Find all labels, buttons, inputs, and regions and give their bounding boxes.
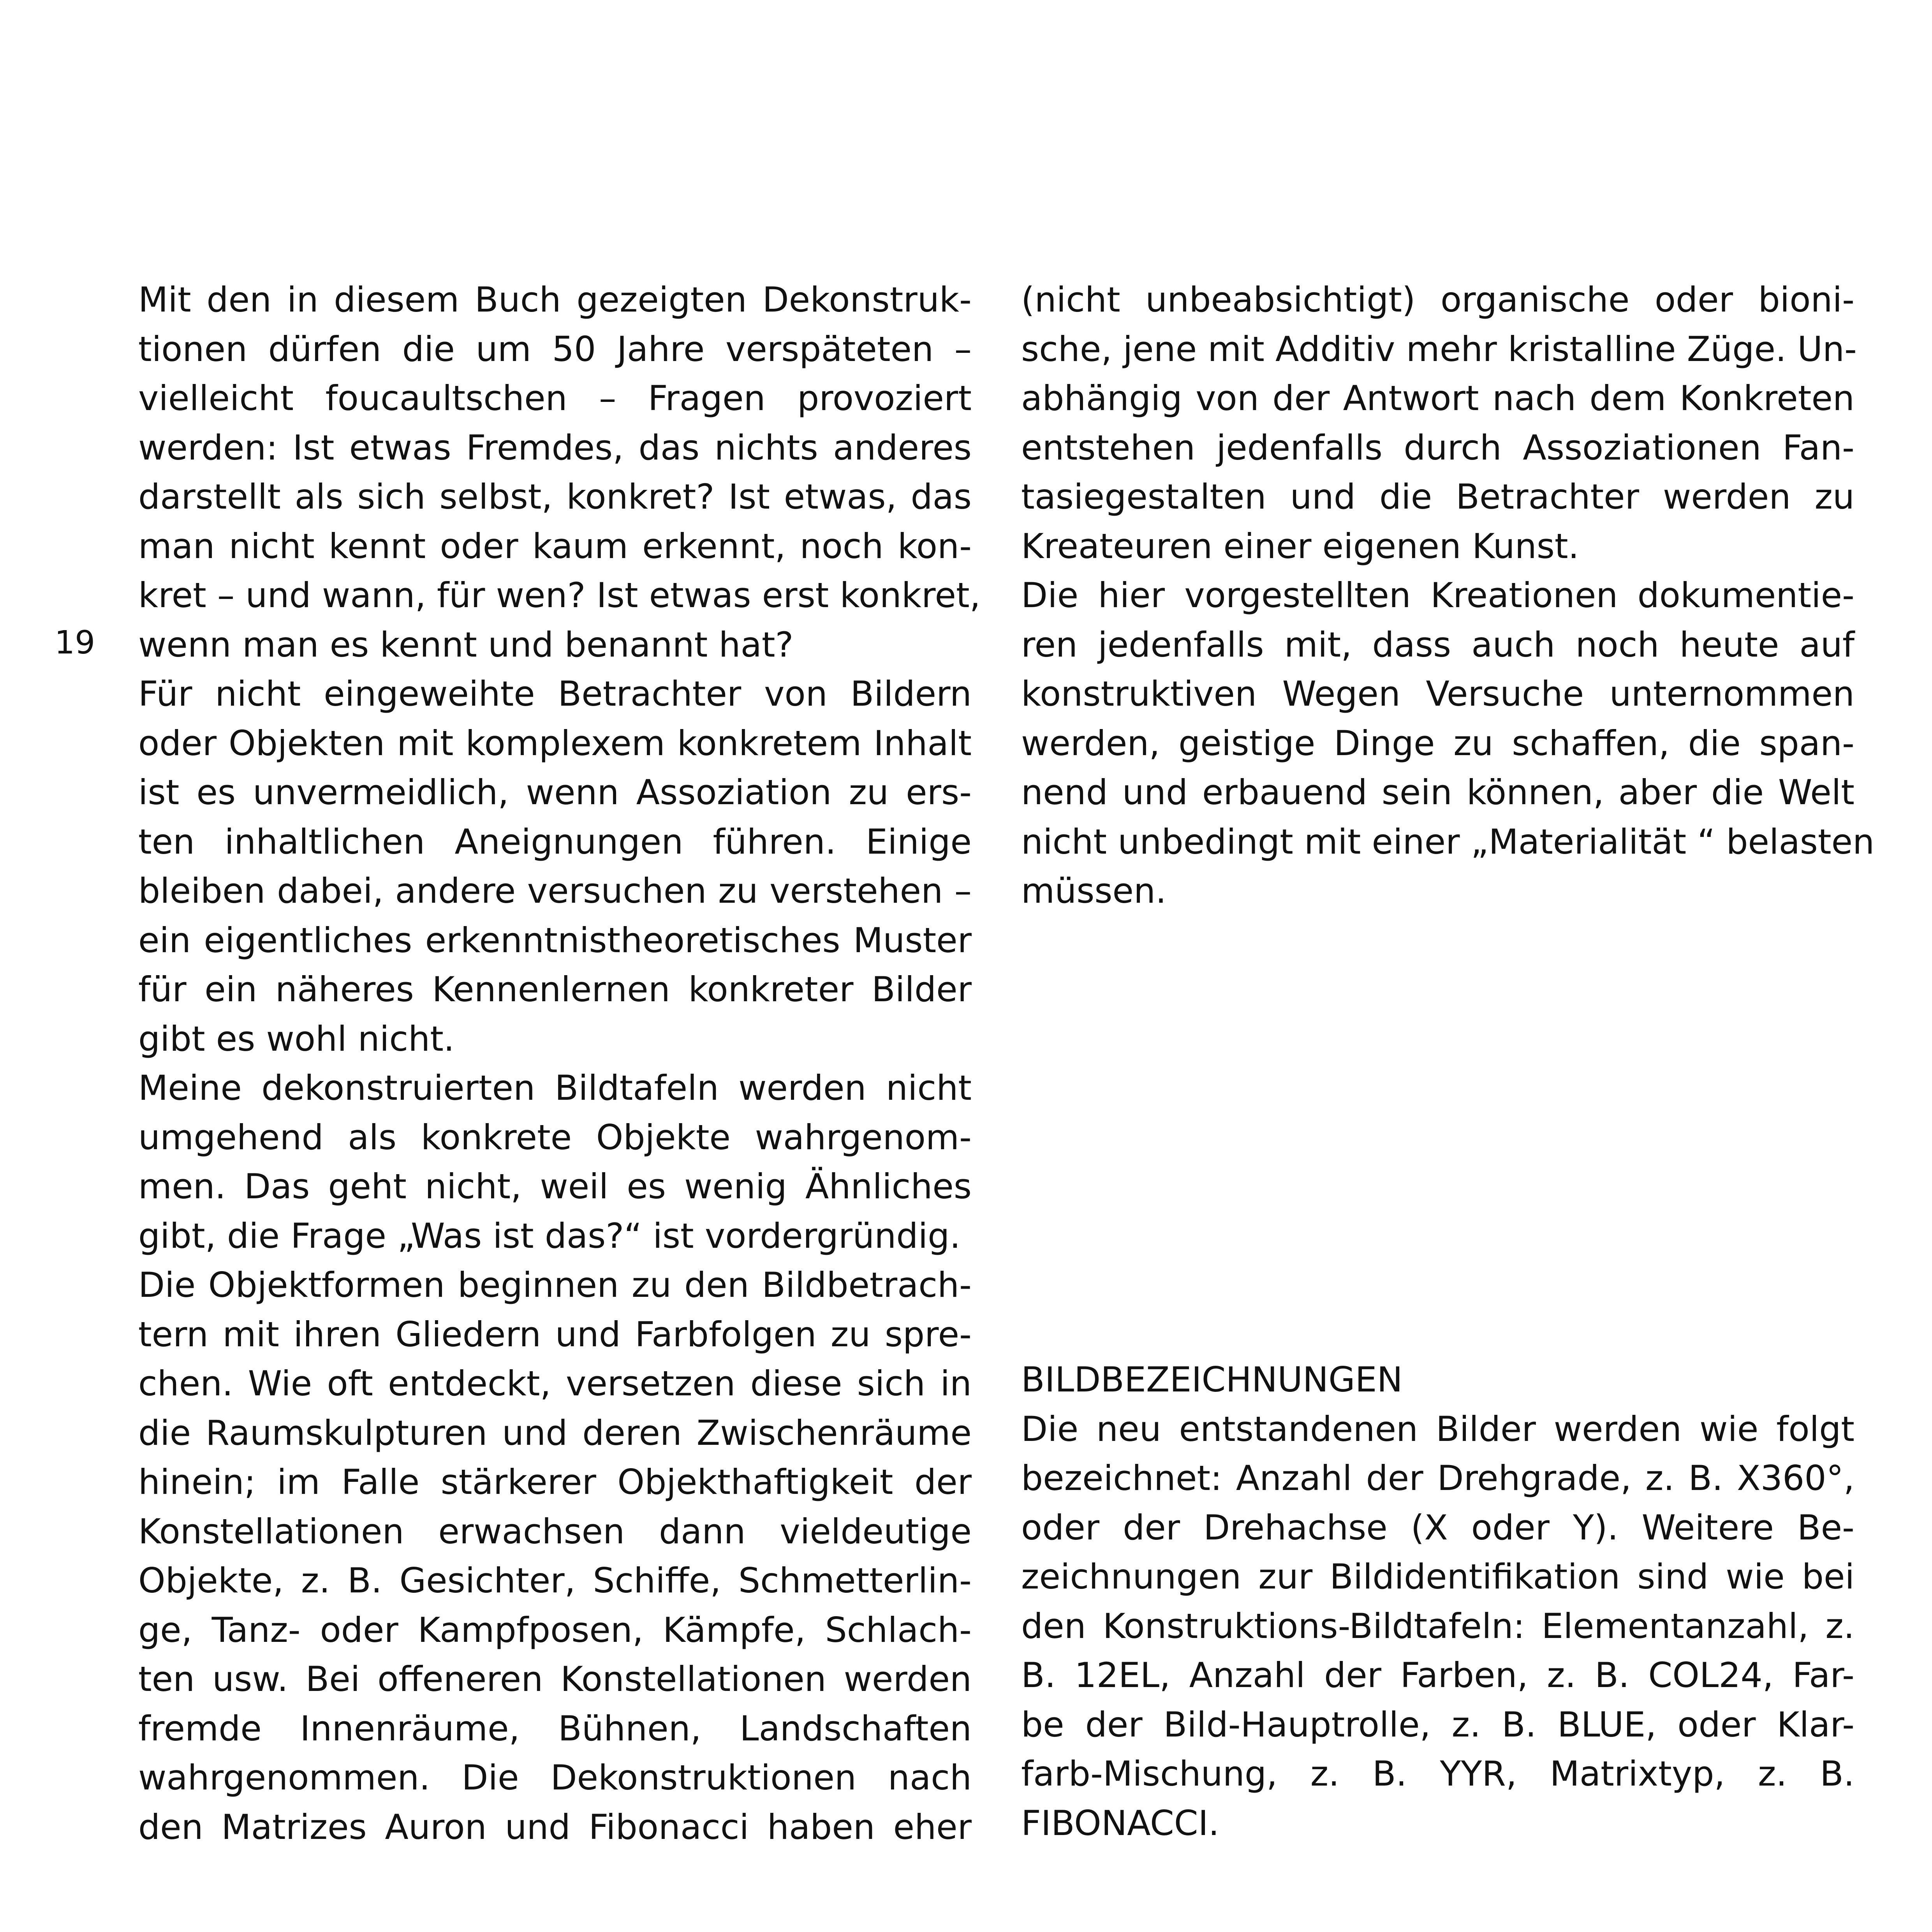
left-text-column: [138, 275, 981, 1852]
text-line: B. 12EL, Anzahl der Farben, z. B. COL24, Far-: [1021, 1655, 1855, 1695]
text-line: den Konstruktions-Bildtafeln: Elementanzahl, z.: [1021, 1606, 1855, 1646]
text-line: entstehen jedenfalls durch Assoziationen Fan-: [1021, 427, 1855, 468]
text-line: Für nicht eingeweihte Betrachter von Bildern: [138, 674, 972, 714]
text-line: ren jedenfalls mit, dass auch noch heute auf: [1021, 624, 1855, 665]
text-line: konstruktiven Wegen Versuche unternommen: [1021, 674, 1855, 714]
text-line: ten usw. Bei offeneren Konstellationen werden: [138, 1659, 972, 1699]
text-line: Die Objektformen beginnen zu den Bildbetrach-: [138, 1265, 972, 1305]
text-line: (nicht unbeabsichtigt) organische oder bioni-: [1021, 280, 1855, 320]
page-number: 19: [55, 624, 95, 661]
text-line: tasiegestalten und die Betrachter werden zu: [1021, 477, 1855, 517]
text-line: ein eigentliches erkenntnistheoretisches Muster: [138, 920, 972, 960]
text-line: Konstellationen erwachsen dann vieldeutige: [138, 1511, 972, 1552]
text-line: nend und erbauend sein können, aber die Welt: [1021, 772, 1855, 812]
text-line: hinein; im Falle stärkerer Objekthaftigkeit der: [138, 1462, 972, 1502]
text-line: farb-Mischung, z. B. YYR, Matrixtyp, z. B.: [1021, 1754, 1855, 1794]
text-line: müssen.: [1021, 871, 1167, 911]
bildbezeichnungen-section: [1021, 1355, 1855, 1848]
text-line: ge, Tanz- oder Kampfposen, Kämpfe, Schlach-: [138, 1610, 972, 1650]
text-line: Kreateuren einer eigenen Kunst.: [1021, 526, 1579, 566]
text-line: die Raumskulpturen und deren Zwischenräume: [138, 1412, 972, 1453]
text-line: oder Objekten mit komplexem konkretem Inhalt: [138, 723, 972, 763]
text-line: gibt, die Frage „Was ist das?“ ist vordergründig.: [138, 1215, 961, 1256]
text-line: wenn man es kennt und benannt hat?: [138, 624, 794, 665]
text-line: gibt es wohl nicht.: [138, 1018, 455, 1059]
text-line: oder der Drehachse (X oder Y). Weitere Be-: [1021, 1507, 1855, 1548]
text-line: werden, geistige Dinge zu schaffen, die span-: [1021, 723, 1855, 763]
text-line: den Matrizes Auron und Fibonacci haben eher: [138, 1807, 972, 1847]
section-heading: BILDBEZEICHNUNGEN: [1021, 1360, 1403, 1400]
text-line: ist es unvermeidlich, wenn Assoziation zu ers-: [138, 772, 972, 812]
text-line: vielleicht foucaultschen – Fragen provoziert: [138, 378, 972, 418]
text-line: werden: Ist etwas Fremdes, das nichts anderes: [138, 427, 972, 468]
text-line: man nicht kennt oder kaum erkennt, noch kon-: [138, 526, 972, 566]
text-line: bleiben dabei, andere versuchen zu verstehen –: [138, 871, 972, 911]
text-line: sche, jene mit Additiv mehr kristalline Züge. Un-: [1021, 329, 1857, 369]
text-line: tern mit ihren Gliedern und Farbfolgen zu spre-: [138, 1314, 972, 1354]
text-line: tionen dürfen die um 50 Jahre verspäteten –: [138, 329, 972, 369]
text-line: FIBONACCI.: [1021, 1803, 1219, 1843]
text-line: bezeichnet: Anzahl der Drehgrade, z. B. X360°,: [1021, 1458, 1855, 1498]
text-line: umgehend als konkrete Objekte wahrgenom-: [138, 1117, 972, 1157]
text-line: Mit den in diesem Buch gezeigten Dekonstruk-: [138, 280, 972, 320]
text-line: für ein näheres Kennenlernen konkreter Bilder: [138, 969, 972, 1009]
right-text-column: [1021, 275, 1875, 916]
text-line: Die neu entstandenen Bilder werden wie folgt: [1021, 1409, 1855, 1449]
text-line: be der Bild-Hauptrolle, z. B. BLUE, oder Klar-: [1021, 1704, 1855, 1745]
text-line: ten inhaltlichen Aneignungen führen. Einige: [138, 821, 972, 862]
text-line: darstellt als sich selbst, konkret? Ist etwas, das: [138, 477, 972, 517]
text-line: kret – und wann, für wen? Ist etwas erst konkret,: [138, 575, 981, 615]
text-line: wahrgenommen. Die Dekonstruktionen nach: [138, 1758, 972, 1798]
text-line: zeichnungen zur Bildidentifikation sind wie bei: [1021, 1557, 1855, 1597]
text-line: chen. Wie oft entdeckt, versetzen diese sich in: [138, 1363, 972, 1404]
text-line: Objekte, z. B. Gesichter, Schiffe, Schmetterlin-: [138, 1560, 972, 1601]
text-line: men. Das geht nicht, weil es wenig Ähnliches: [138, 1166, 972, 1206]
text-line: Meine dekonstruierten Bildtafeln werden nicht: [138, 1068, 972, 1108]
text-line: nicht unbedingt mit einer „Materialität “ belasten: [1021, 821, 1875, 862]
text-line: Die hier vorgestellten Kreationen dokumentie-: [1021, 575, 1855, 615]
text-line: abhängig von der Antwort nach dem Konkreten: [1021, 378, 1855, 418]
text-line: fremde Innenräume, Bühnen, Landschaften: [138, 1708, 972, 1749]
